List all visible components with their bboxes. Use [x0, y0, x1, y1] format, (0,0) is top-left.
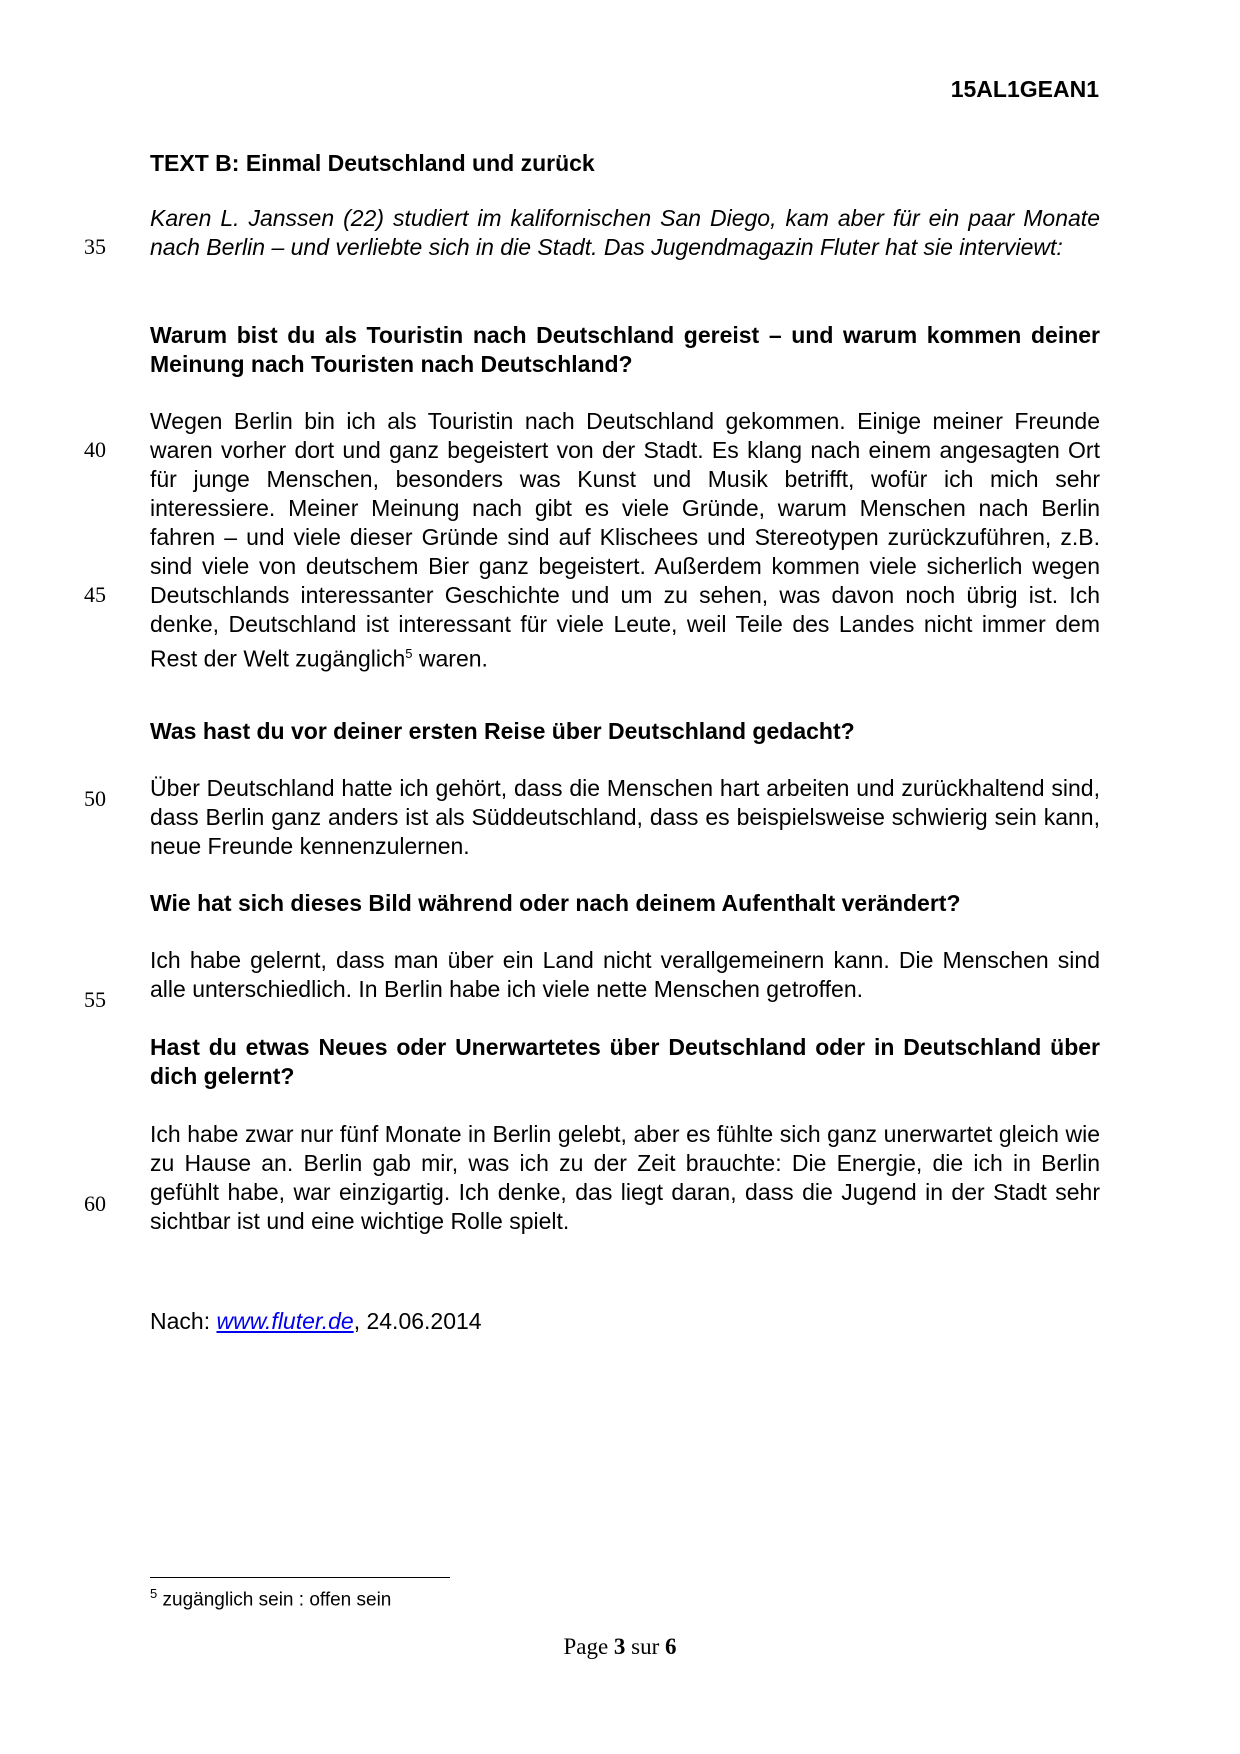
footnote-divider	[150, 1577, 450, 1578]
question-4: Hast du etwas Neues oder Unerwartetes über Deutschland oder in Deutschland über dich gelernt?	[150, 1034, 1100, 1089]
total-pages: 6	[665, 1634, 677, 1659]
source-citation	[150, 1308, 482, 1335]
text-title: TEXT B: Einmal Deutschland und zurück	[150, 150, 595, 176]
line-number: 40	[84, 437, 106, 462]
question-2: Was hast du vor deiner ersten Reise über Deutschland gedacht?	[150, 718, 855, 744]
answer-3: Ich habe gelernt, dass man über ein Land nicht verallgemeinern kann. Die Menschen sind alle unterschiedlich. In Berlin habe ich viele nette Menschen getroffen.	[150, 947, 1100, 1002]
line-number: 60	[84, 1191, 106, 1216]
footnote-text: zugänglich sein : offen sein	[157, 1589, 392, 1611]
answer-2: Über Deutschland hatte ich gehört, dass die Menschen hart arbeiten und zurückhaltend sind, dass Berlin ganz anders ist als Süddeutschland, dass es beispielsweise schwierig sein kann, neue Freunde kennenzulernen.	[150, 775, 1100, 859]
source-prefix: Nach:	[150, 1308, 217, 1334]
answer-1-tail: waren.	[412, 645, 488, 672]
current-page: 3	[613, 1634, 626, 1659]
page-label: Page	[563, 1634, 614, 1659]
footnote	[150, 1586, 391, 1611]
footnote-ref: 5	[405, 646, 413, 661]
line-number: 55	[84, 987, 106, 1012]
answer-1	[150, 407, 1100, 674]
line-number: 35	[84, 234, 106, 259]
answer-4: Ich habe zwar nur fünf Monate in Berlin gelebt, aber es fühlte sich ganz unerwartet gleich wie zu Hause an. Berlin gab mir, was ich zu der Zeit brauchte: Die Energie, die ich in Berlin gefühlt habe, war einzigartig. Ich denke, das liegt daran, dass die Jugend in der Stadt sehr sichtbar ist und eine wichtige Rolle spielt.	[150, 1121, 1100, 1234]
intro-paragraph: Karen L. Janssen (22) studiert im kalifornischen San Diego, kam aber für ein paar Monate nach Berlin – und verliebte sich in die Stadt. Das Jugendmagazin Fluter hat sie interviewt:	[150, 205, 1100, 260]
footnote-mark: 5	[150, 1586, 158, 1601]
source-date: , 24.06.2014	[353, 1308, 482, 1334]
document-code: 15AL1GEAN1	[950, 76, 1099, 102]
question-3: Wie hat sich dieses Bild während oder nach deinem Aufenthalt verändert?	[150, 890, 961, 916]
page-number	[0, 1634, 1240, 1660]
line-number: 50	[84, 786, 106, 811]
line-number: 45	[84, 582, 106, 607]
source-link[interactable]: www.fluter.de	[216, 1308, 354, 1334]
page-sur: sur	[625, 1634, 666, 1659]
answer-1-text: Wegen Berlin bin ich als Touristin nach Deutschland gekommen. Einige meiner Freunde waren vorher dort und ganz begeistert von der Stadt. Es klang nach einem angesagten Ort für junge Menschen, besonders was Kunst und Musik betrifft, wofür ich mich sehr interessiere. Meiner Meinung nach gibt es viele Gründe, warum Menschen nach Berlin fahren – und viele dieser Gründe sind auf Klischees und Stereotypen zurückzuführen, z.B. sind viele von deutschem Bier ganz begeistert. Außerdem kommen viele sicherlich wegen Deutschlands interessanter Geschichte und um zu sehen, was davon noch übrig ist. Ich denke, Deutschland ist interessant für viele Leute, weil Teile des Landes nicht immer dem Rest der Welt zugänglich	[150, 408, 1100, 672]
question-1: Warum bist du als Touristin nach Deutschland gereist – und warum kommen deiner Meinung nach Touristen nach Deutschland?	[150, 322, 1100, 377]
